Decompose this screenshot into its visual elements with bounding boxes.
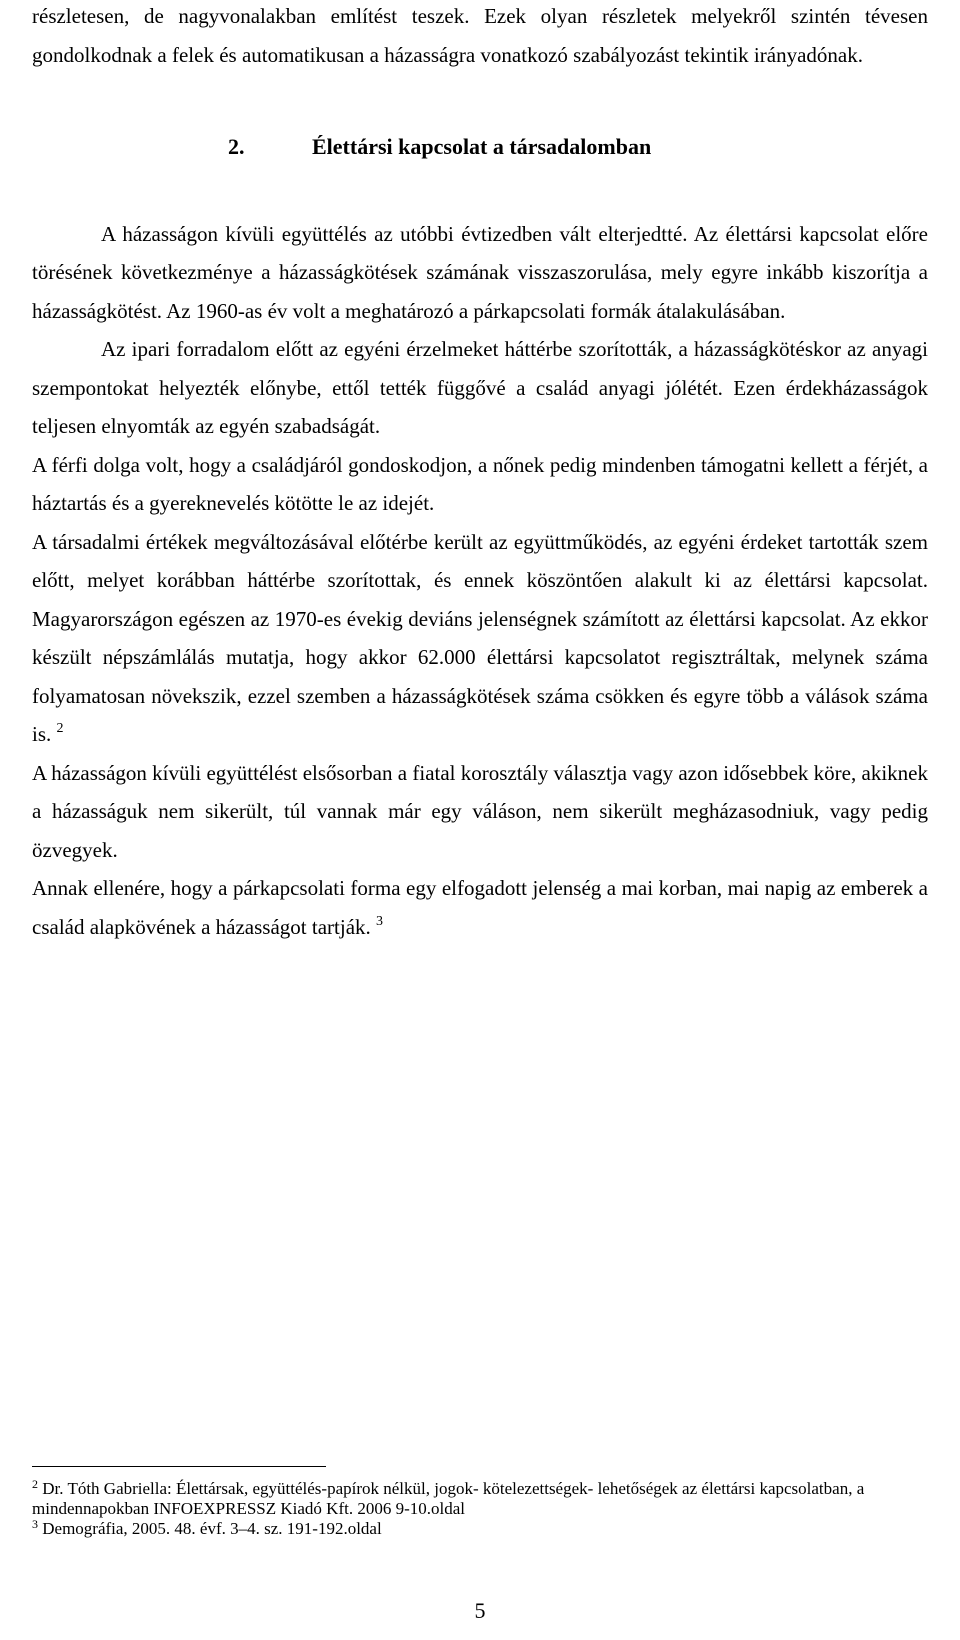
paragraph-1: A házasságon kívüli együttélés az utóbbi évtizedben vált elterjedtté. Az élettársi kapcsolat előre törésének következménye a házasságkötések számának visszaszorulása, mely egyre inkább kiszorítja a házasságkötést. Az 1960-as év volt a meghatározó a párkapcsolati formák átalakulásában. [32, 221, 928, 323]
footnote-2-mark: 2 [32, 1477, 38, 1491]
footnote-2 [32, 1479, 932, 1519]
footnotes [32, 1466, 932, 1539]
paragraph-5: A házasságon kívüli együttélést elsősorban a fiatal korosztály választja vagy azon idősebbek köre, akiknek a házasságuk nem sikerült, túl vannak már egy váláson, nem sikerült megházasodniuk, vagy pedig özvegyek. [32, 760, 928, 862]
paragraph-4-text: A társadalmi értékek megváltozásával előtérbe került az együttműködés, az egyéni érdeket tartották szem előtt, melyet korábban háttérbe szorítottak, és ennek köszöntően alakult ki az élettársi kapcsolat. Magyarországon egészen az 1970-es évekig deviáns jelenségnek számított az élettársi kapcsolat. Az ekkor készült népszámlálás mutatja, hogy akkor 62.000 élettársi kapcsolatot regisztráltak, melynek száma folyamatosan növekszik, ezzel szemben a házasságkötések száma csökken és egyre több a válások száma is. [32, 529, 928, 746]
section-heading [32, 128, 928, 167]
footnote-separator [32, 1466, 326, 1467]
footnote-3-text: Demográfia, 2005. 48. évf. 3–4. sz. 191-192.oldal [42, 1519, 382, 1538]
paragraph-2: Az ipari forradalom előtt az egyéni érzelmeket háttérbe szorították, a házasságkötéskor az anyagi szempontokat helyezték előnybe, ettől tették függővé a család anyagi jólétét. Ezen érdekházasságok teljesen elnyomták az egyén szabadságát. [32, 337, 928, 438]
footnote-ref-2[interactable]: 2 [56, 721, 64, 736]
section-title: Élettársi kapcsolat a társadalomban [312, 134, 652, 159]
footnote-2-text: Dr. Tóth Gabriella: Élettársak, együttélés-papírok nélkül, jogok- kötelezettségek- lehetőségek az élettársi kapcsolatban, a mindennapokban INFOEXPRESSZ Kiadó Kft. 2006 9-10.oldal [32, 1479, 865, 1518]
paragraph-4 [32, 523, 928, 754]
section-number: 2. [228, 134, 245, 159]
body-text [32, 0, 928, 946]
paragraph-6-text: Annak ellenére, hogy a párkapcsolati forma egy elfogadott jelenség a mai korban, mai napig az emberek a család alapkövének a házasságot tartják. [32, 876, 928, 939]
intro-paragraph: részletesen, de nagyvonalakban említést teszek. Ezek olyan részletek melyekről szintén tévesen gondolkodnak a felek és automatikusan a házasságra vonatkozó szabályozást tekintik irányadónak. [32, 4, 928, 67]
footnote-3 [32, 1519, 932, 1539]
page-number: 5 [474, 1598, 486, 1623]
footnote-3-mark: 3 [32, 1517, 38, 1531]
paragraph-6 [32, 869, 928, 946]
footnote-ref-3[interactable]: 3 [376, 913, 384, 929]
paragraph-3: A férfi dolga volt, hogy a családjáról gondoskodjon, a nőnek pedig mindenben támogatni kellett a férjét, a háztartás és a gyereknevelés kötötte le az idejét. [32, 452, 928, 515]
